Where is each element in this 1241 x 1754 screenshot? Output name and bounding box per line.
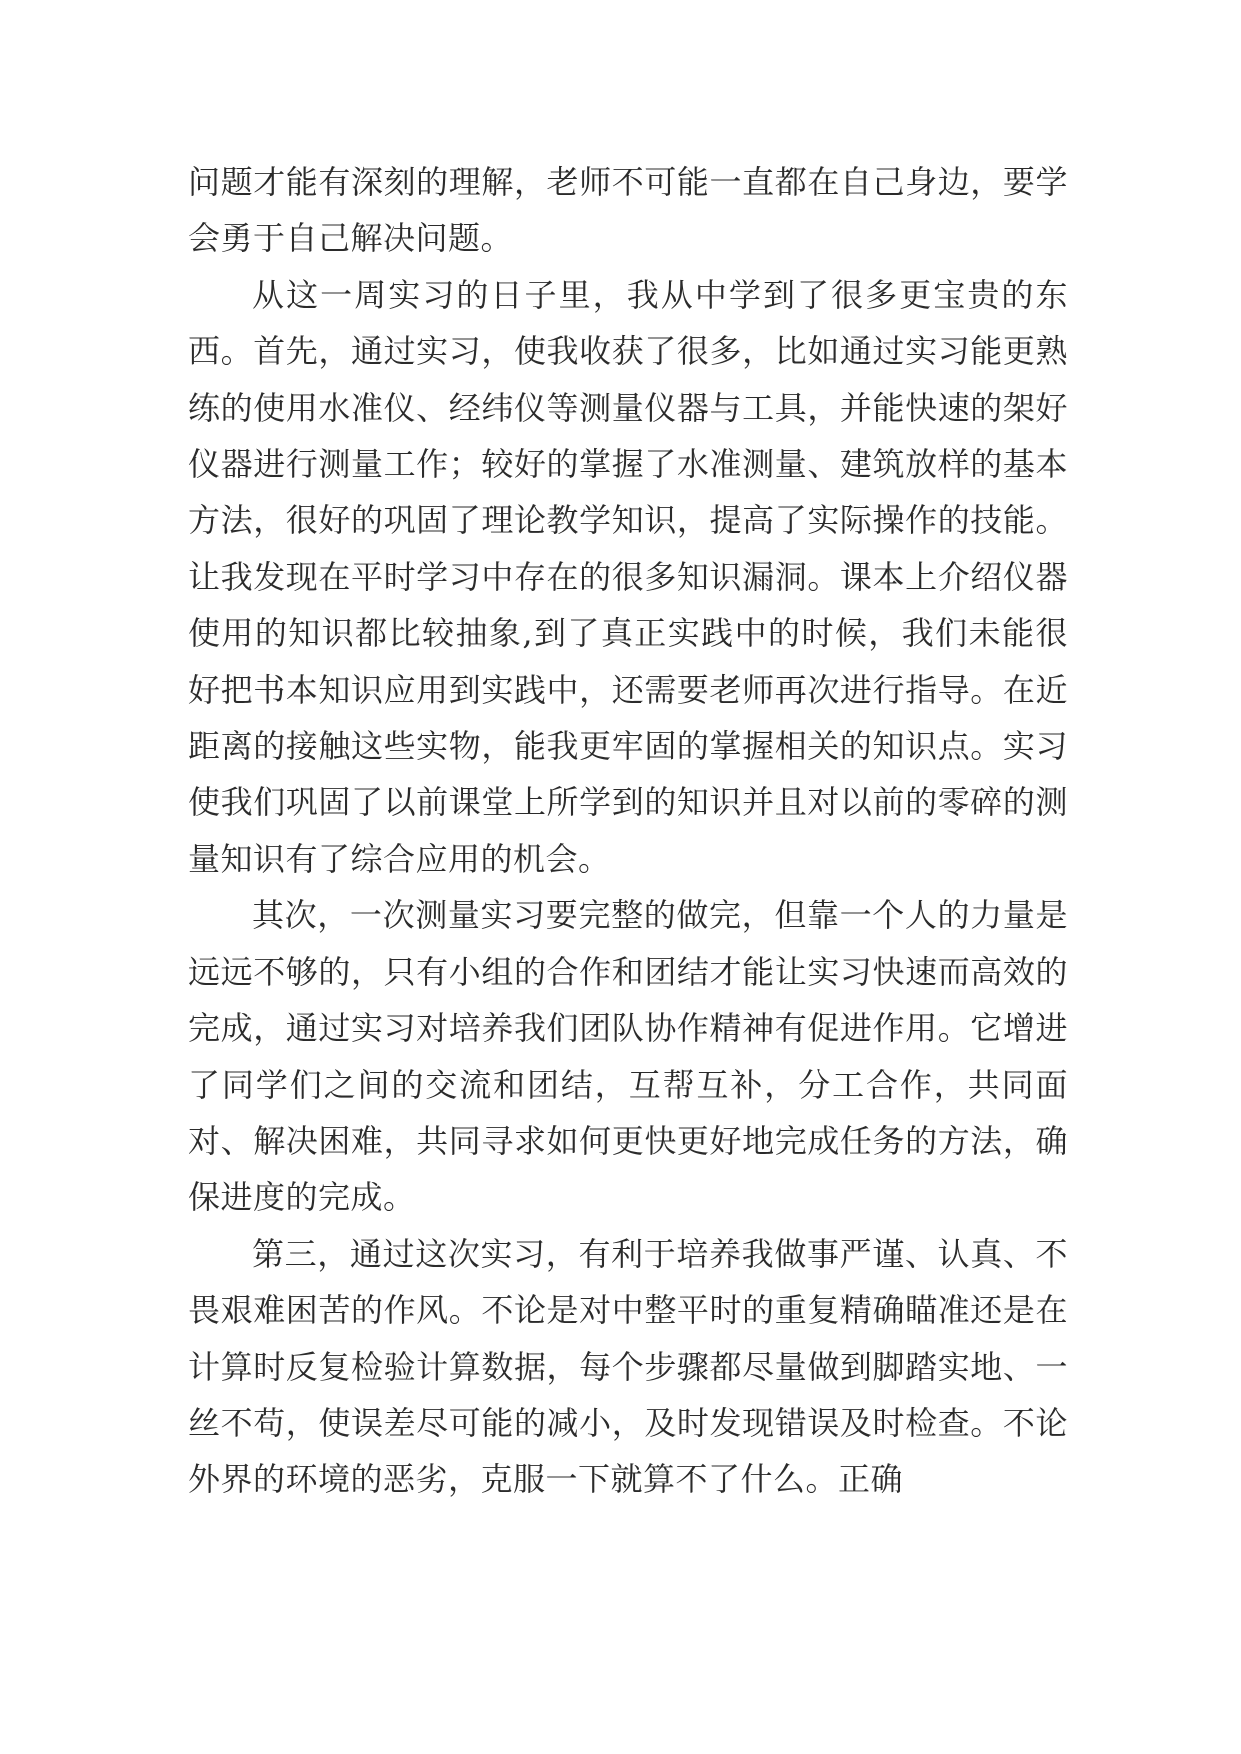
body-text: [188, 154, 1068, 1508]
paragraph-continued: 问题才能有深刻的理解，老师不可能一直都在自己身边，要学会勇于自己解决问题。: [188, 163, 1068, 258]
paragraph-practice-gains: 从这一周实习的日子里，我从中学到了很多更宝贵的东西。首先，通过实习，使我收获了很多，比如通过实习能更熟练的使用水准仪、经纬仪等测量仪器与工具，并能快速的架好仪器进行测量工作；较好的掌握了水准测量、建筑放样的基本方法，很好的巩固了理论教学知识，提高了实际操作的技能。让我发现在平时学习中存在的很多知识漏洞。课本上介绍仪器使用的知识都比较抽象,到了真正实践中的时候，我们未能很好把书本知识应用到实践中，还需要老师再次进行指导。在近距离的接触这些实物，能我更牢固的掌握相关的知识点。实习使我们巩固了以前课堂上所学到的知识并且对以前的零碎的测量知识有了综合应用的机会。: [188, 275, 1068, 878]
paragraph-teamwork: 其次，一次测量实习要完整的做完，但靠一个人的力量是远远不够的，只有小组的合作和团结才能让实习快速而高效的完成，通过实习对培养我们团队协作精神有促进作用。它增进了同学们之间的交流和团结，互帮互补，分工合作，共同面对、解决困难，共同寻求如何更快更好地完成任务的方法，确保进度的完成。: [188, 896, 1068, 1217]
paragraph-work-style: 第三，通过这次实习，有利于培养我做事严谨、认真、不畏艰难困苦的作风。不论是对中整平时的重复精确瞄准还是在计算时反复检验计算数据，每个步骤都尽量做到脚踏实地、一丝不苟，使误差尽可能的减小，及时发现错误及时检查。不论外界的环境的恶劣，克服一下就算不了什么。正确: [188, 1234, 1068, 1499]
